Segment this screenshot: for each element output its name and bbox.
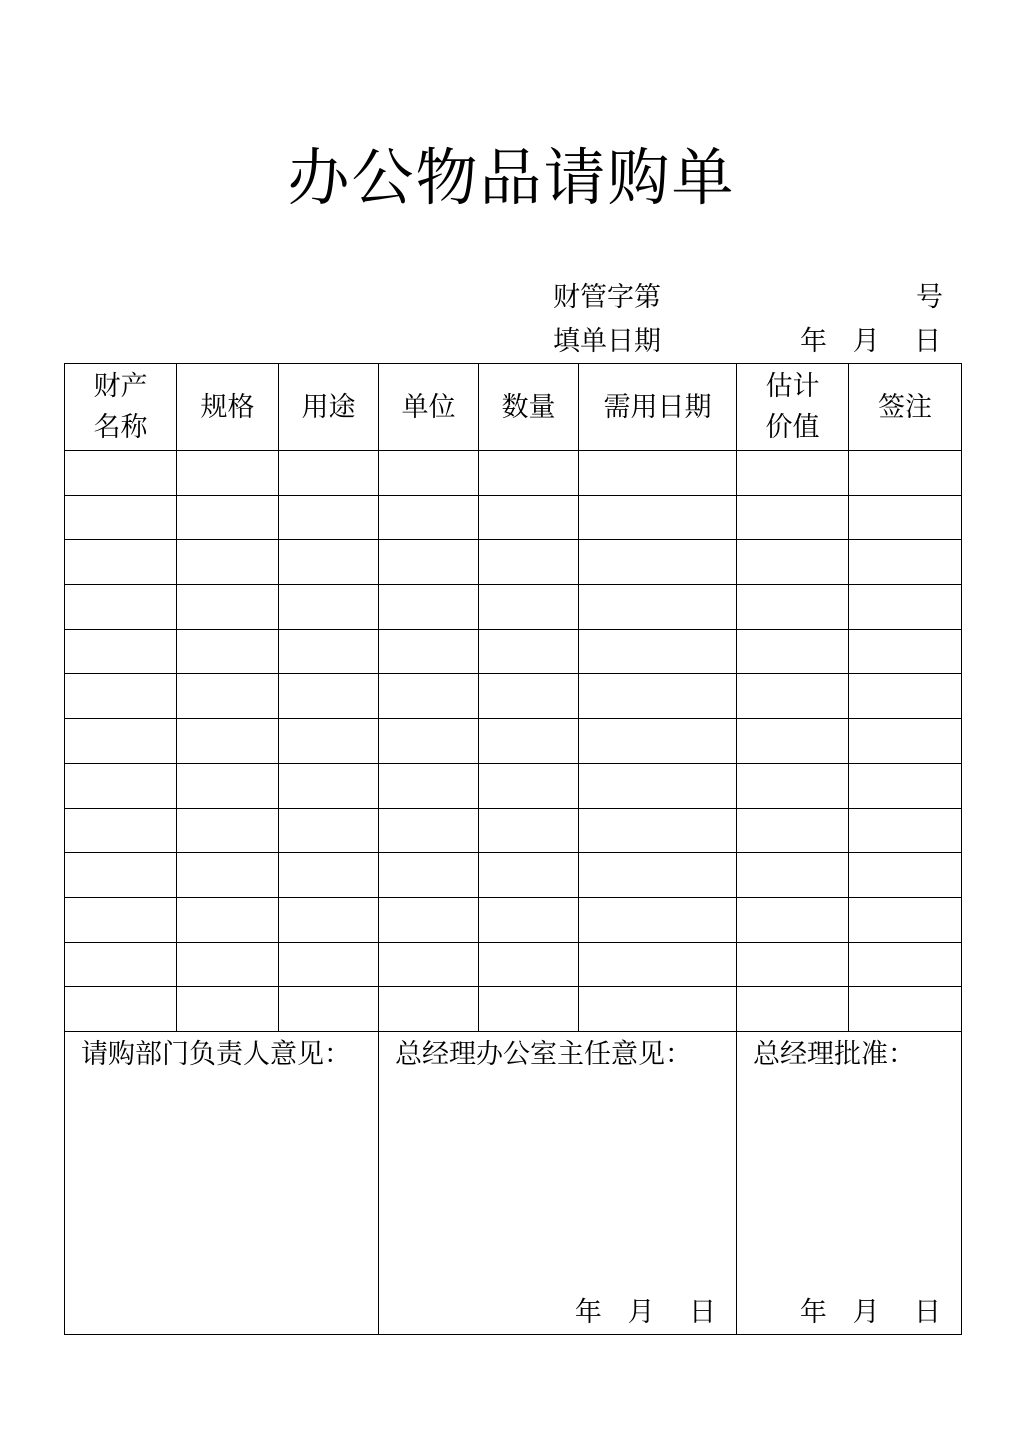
header-required-date <box>579 364 737 451</box>
cell-remarks[interactable] <box>849 897 962 942</box>
table-row <box>65 629 962 674</box>
office-director-opinion-cell[interactable] <box>379 1031 737 1334</box>
cell-unit[interactable] <box>379 987 479 1032</box>
cell-unit[interactable] <box>379 585 479 630</box>
cell-required-date[interactable] <box>579 987 737 1032</box>
header-unit-label: 单位 <box>401 391 456 423</box>
cell-quantity[interactable] <box>479 540 579 585</box>
header-quantity <box>479 364 579 451</box>
cell-unit[interactable] <box>379 897 479 942</box>
cell-asset-name[interactable] <box>65 719 177 764</box>
cell-required-date[interactable] <box>579 674 737 719</box>
cell-purpose[interactable] <box>279 942 379 987</box>
table-row <box>65 585 962 630</box>
serial-suffix-label: 号 <box>916 282 943 313</box>
cell-required-date[interactable] <box>579 451 737 496</box>
cell-quantity[interactable] <box>479 808 579 853</box>
table-row <box>65 897 962 942</box>
cell-remarks[interactable] <box>849 942 962 987</box>
cell-unit[interactable] <box>379 763 479 808</box>
table-header-row <box>65 364 962 451</box>
cell-remarks[interactable] <box>849 674 962 719</box>
cell-purpose[interactable] <box>279 540 379 585</box>
cell-spec[interactable] <box>177 763 279 808</box>
cell-spec[interactable] <box>177 629 279 674</box>
cell-spec[interactable] <box>177 987 279 1032</box>
approval-row <box>65 1031 962 1334</box>
cell-quantity[interactable] <box>479 674 579 719</box>
cell-asset-name[interactable] <box>65 585 177 630</box>
office-director-opinion-label: 总经理办公室主任意见： <box>395 1038 692 1070</box>
cell-estimated-value[interactable] <box>737 495 849 540</box>
cell-estimated-value[interactable] <box>737 942 849 987</box>
cell-unit[interactable] <box>379 853 479 898</box>
header-purpose-label: 用途 <box>301 391 356 423</box>
cell-estimated-value[interactable] <box>737 629 849 674</box>
cell-spec[interactable] <box>177 674 279 719</box>
cell-remarks[interactable] <box>849 719 962 764</box>
table-row <box>65 451 962 496</box>
cell-purpose[interactable] <box>279 897 379 942</box>
cell-spec[interactable] <box>177 540 279 585</box>
table-row <box>65 942 962 987</box>
gm-approval-label: 总经理批准： <box>753 1038 915 1070</box>
header-remarks <box>849 364 962 451</box>
cell-asset-name[interactable] <box>65 674 177 719</box>
cell-spec[interactable] <box>177 853 279 898</box>
cell-asset-name[interactable] <box>65 853 177 898</box>
cell-spec[interactable] <box>177 719 279 764</box>
cell-remarks[interactable] <box>849 540 962 585</box>
header-purpose <box>279 364 379 451</box>
cell-estimated-value[interactable] <box>737 719 849 764</box>
cell-estimated-value[interactable] <box>737 808 849 853</box>
header-required-date-label: 需用日期 <box>603 391 712 423</box>
cell-required-date[interactable] <box>579 495 737 540</box>
fill-date-fields: 年 月 日 <box>800 326 942 357</box>
cell-purpose[interactable] <box>279 987 379 1032</box>
table-row <box>65 540 962 585</box>
cell-quantity[interactable] <box>479 853 579 898</box>
cell-required-date[interactable] <box>579 629 737 674</box>
cell-asset-name[interactable] <box>65 897 177 942</box>
cell-required-date[interactable] <box>579 897 737 942</box>
cell-remarks[interactable] <box>849 987 962 1032</box>
header-estimated-value-line1: 估计 <box>765 371 820 402</box>
cell-spec[interactable] <box>177 808 279 853</box>
cell-asset-name[interactable] <box>65 987 177 1032</box>
fill-date-label: 填单日期 <box>553 326 661 357</box>
cell-purpose[interactable] <box>279 853 379 898</box>
cell-unit[interactable] <box>379 451 479 496</box>
cell-required-date[interactable] <box>579 808 737 853</box>
cell-unit[interactable] <box>379 674 479 719</box>
cell-estimated-value[interactable] <box>737 451 849 496</box>
header-quantity-label: 数量 <box>501 391 556 423</box>
cell-remarks[interactable] <box>849 495 962 540</box>
cell-asset-name[interactable] <box>65 451 177 496</box>
gm-approval-cell[interactable] <box>737 1031 962 1334</box>
cell-asset-name[interactable] <box>65 808 177 853</box>
cell-asset-name[interactable] <box>65 495 177 540</box>
cell-quantity[interactable] <box>479 942 579 987</box>
cell-purpose[interactable] <box>279 585 379 630</box>
cell-purpose[interactable] <box>279 629 379 674</box>
table-row <box>65 808 962 853</box>
cell-unit[interactable] <box>379 495 479 540</box>
cell-required-date[interactable] <box>579 719 737 764</box>
cell-spec[interactable] <box>177 942 279 987</box>
table-row <box>65 763 962 808</box>
cell-estimated-value[interactable] <box>737 585 849 630</box>
table-row <box>65 674 962 719</box>
header-asset-name-line1: 财产 <box>93 371 148 402</box>
cell-remarks[interactable] <box>849 585 962 630</box>
cell-remarks[interactable] <box>849 629 962 674</box>
cell-quantity[interactable] <box>479 451 579 496</box>
cell-estimated-value[interactable] <box>737 897 849 942</box>
cell-spec[interactable] <box>177 585 279 630</box>
cell-remarks[interactable] <box>849 763 962 808</box>
cell-required-date[interactable] <box>579 585 737 630</box>
cell-quantity[interactable] <box>479 987 579 1032</box>
form-title: 办公物品请购单 <box>287 141 736 214</box>
cell-quantity[interactable] <box>479 719 579 764</box>
cell-asset-name[interactable] <box>65 942 177 987</box>
cell-remarks[interactable] <box>849 853 962 898</box>
cell-purpose[interactable] <box>279 495 379 540</box>
header-spec <box>177 364 279 451</box>
header-spec-label: 规格 <box>200 391 255 423</box>
cell-required-date[interactable] <box>579 540 737 585</box>
cell-asset-name[interactable] <box>65 763 177 808</box>
cell-spec[interactable] <box>177 495 279 540</box>
cell-purpose[interactable] <box>279 674 379 719</box>
cell-estimated-value[interactable] <box>737 763 849 808</box>
cell-quantity[interactable] <box>479 629 579 674</box>
department-head-opinion-label: 请购部门负责人意见： <box>81 1038 351 1070</box>
cell-unit[interactable] <box>379 808 479 853</box>
cell-estimated-value[interactable] <box>737 674 849 719</box>
table-row <box>65 853 962 898</box>
cell-purpose[interactable] <box>279 808 379 853</box>
cell-purpose[interactable] <box>279 719 379 764</box>
cell-required-date[interactable] <box>579 763 737 808</box>
cell-quantity[interactable] <box>479 897 579 942</box>
cell-unit[interactable] <box>379 719 479 764</box>
office-director-date: 年 月 日 <box>574 1296 716 1328</box>
cell-purpose[interactable] <box>279 451 379 496</box>
cell-quantity[interactable] <box>479 585 579 630</box>
cell-quantity[interactable] <box>479 495 579 540</box>
table-row <box>65 719 962 764</box>
table-row <box>65 987 962 1032</box>
cell-estimated-value[interactable] <box>737 853 849 898</box>
cell-asset-name[interactable] <box>65 540 177 585</box>
department-head-opinion-cell[interactable] <box>65 1031 379 1334</box>
header-estimated-value-line2: 价值 <box>765 412 820 443</box>
header-unit <box>379 364 479 451</box>
cell-unit[interactable] <box>379 629 479 674</box>
table-row <box>65 495 962 540</box>
purchase-request-table <box>64 363 962 1335</box>
cell-asset-name[interactable] <box>65 629 177 674</box>
cell-estimated-value[interactable] <box>737 540 849 585</box>
cell-spec[interactable] <box>177 451 279 496</box>
cell-remarks[interactable] <box>849 808 962 853</box>
header-asset-name <box>65 364 177 451</box>
header-estimated-value <box>737 364 849 451</box>
cell-estimated-value[interactable] <box>737 987 849 1032</box>
gm-approval-date: 年 月 日 <box>799 1296 941 1328</box>
cell-required-date[interactable] <box>579 853 737 898</box>
cell-unit[interactable] <box>379 942 479 987</box>
cell-purpose[interactable] <box>279 763 379 808</box>
cell-quantity[interactable] <box>479 763 579 808</box>
header-remarks-label: 签注 <box>878 391 932 423</box>
header-asset-name-line2: 名称 <box>93 412 148 443</box>
cell-required-date[interactable] <box>579 942 737 987</box>
cell-remarks[interactable] <box>849 451 962 496</box>
serial-prefix-label: 财管字第 <box>553 282 661 313</box>
cell-spec[interactable] <box>177 897 279 942</box>
cell-unit[interactable] <box>379 540 479 585</box>
